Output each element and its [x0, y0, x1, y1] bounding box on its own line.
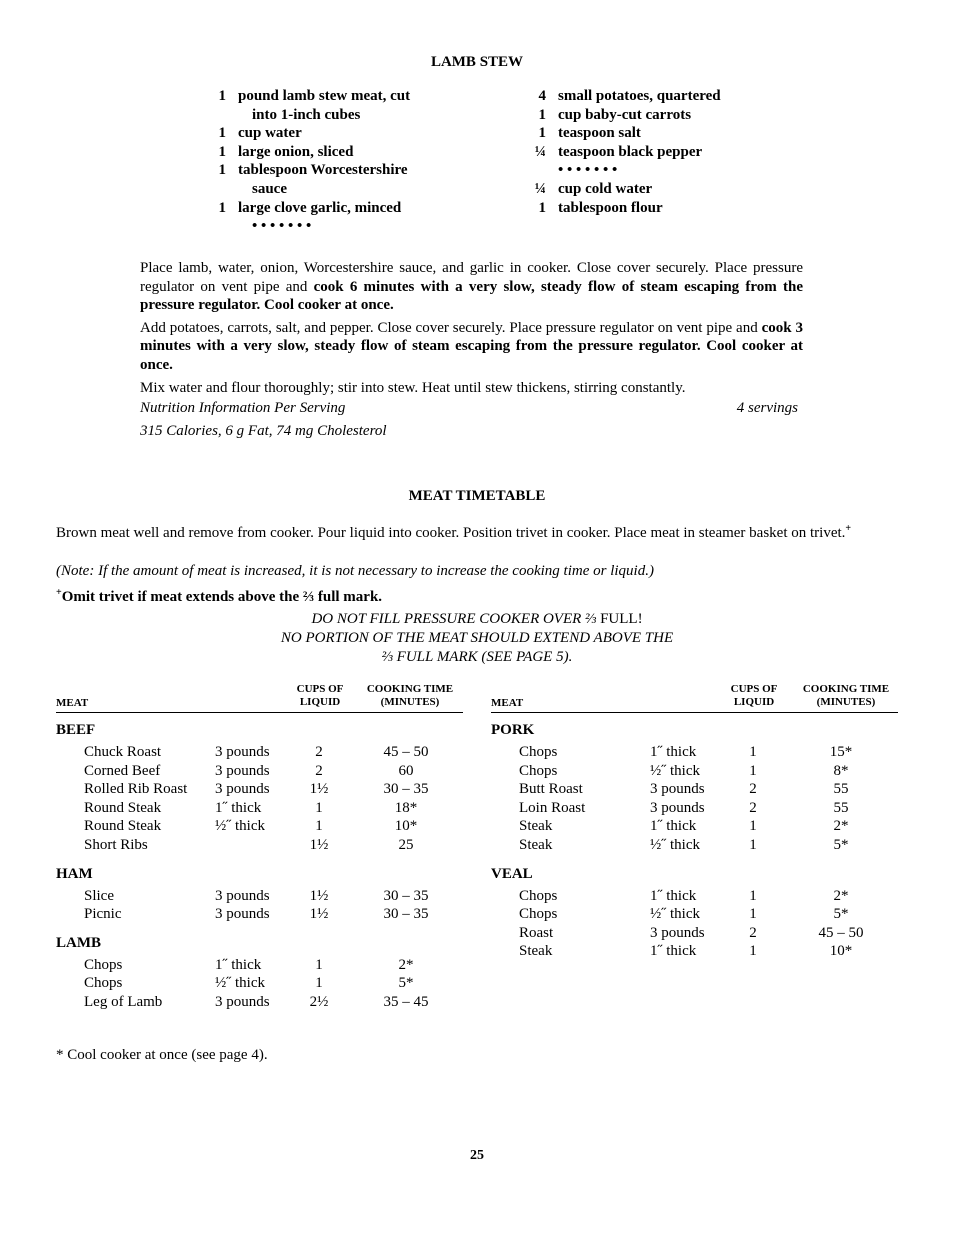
ingredient-qty: 1 — [218, 199, 226, 216]
cut-name: Slice — [84, 887, 114, 904]
ingredient-qty: ¼ — [534, 143, 546, 160]
ingredient-line — [530, 106, 830, 125]
ingredient-text: large clove garlic, minced — [238, 199, 402, 216]
ingredient-line — [530, 87, 830, 106]
cut-size: ½˝ thick — [650, 906, 700, 923]
ingredient-text: teaspoon black pepper — [558, 143, 703, 160]
ingredient-line — [210, 143, 510, 162]
cut-name: Leg of Lamb — [84, 993, 163, 1010]
ingredient-text: tablespoon Worcestershire — [238, 162, 408, 179]
table-row — [491, 836, 898, 855]
cut-size: 3 pounds — [215, 906, 270, 923]
cut-name: Short Ribs — [84, 836, 148, 853]
cut-size: 3 pounds — [650, 924, 705, 941]
table-row — [491, 887, 898, 906]
cut-size: ½˝ thick — [650, 836, 700, 853]
ingredient-qty: 4 — [538, 88, 546, 104]
table-row — [491, 817, 898, 836]
ingredient-line — [210, 106, 510, 125]
ingredient-line — [530, 161, 830, 180]
step-3: Mix water and flour thoroughly; stir into stew. Heat until stew thickens, stirring constantly. — [140, 379, 686, 396]
table-row — [56, 743, 463, 762]
cooking-time: 55 — [833, 799, 849, 816]
ingredient-qty: 1 — [218, 162, 226, 179]
header-meat: MEAT — [491, 697, 524, 709]
step-1: Place lamb, water, onion, Worcestershire sauce, and garlic in cooker. Close cover securely. Place pressure regulator on vent pipe and cook 6 minutes with a very slow, steady flow of steam escaping from the pressure regulator. Cool cooker at once. — [140, 260, 803, 314]
cut-size: 1˝ thick — [650, 744, 697, 760]
lamb-stew-directions — [140, 259, 803, 401]
header-time: COOKING TIME (MINUTES) — [802, 683, 890, 708]
ingredient-line — [210, 161, 510, 180]
cooking-time: 10* — [829, 943, 853, 960]
meat-category: HAM — [56, 865, 93, 882]
cut-name: Round Steak — [84, 818, 162, 835]
meat-category: LAMB — [56, 934, 101, 951]
ingredients-right — [530, 87, 830, 217]
warning-line-3: ⅔ FULL MARK (SEE PAGE 5). — [381, 649, 573, 665]
cups-liquid: 1 — [315, 799, 323, 816]
cooking-time: 15* — [829, 744, 853, 760]
ingredient-text: pound lamb stew meat, cut — [238, 88, 411, 104]
servings: 4 servings — [736, 400, 798, 416]
ingredient-text: into 1-inch cubes — [252, 106, 361, 123]
ingredient-line — [210, 124, 510, 143]
cut-name: Butt Roast — [519, 781, 583, 798]
ingredient-line — [210, 180, 510, 199]
cut-size: 1˝ thick — [215, 956, 262, 973]
right-timetable — [491, 717, 898, 961]
ingredient-line — [210, 217, 510, 236]
meat-category: PORK — [491, 722, 535, 738]
page-number: 25 — [470, 1148, 484, 1163]
cups-liquid: 1 — [315, 818, 323, 835]
cut-size: 3 pounds — [215, 744, 270, 760]
header-time: COOKING TIME (MINUTES) — [366, 683, 454, 708]
cups-liquid: 1 — [315, 956, 323, 973]
cooking-time: 8* — [833, 762, 849, 779]
cooking-time: 5* — [833, 906, 849, 923]
ingredient-line — [530, 143, 830, 162]
table-row — [491, 743, 898, 762]
cut-name: Corned Beef — [84, 762, 161, 779]
timetable-intro: Brown meat well and remove from cooker. Pour liquid into cooker. Position trivet in cooker. Place meat in steamer basket on trivet.+ — [56, 523, 852, 541]
table-row — [56, 817, 463, 836]
cut-name: Steak — [519, 836, 553, 853]
cooking-time: 45 – 50 — [818, 924, 864, 941]
cut-name: Chops — [519, 744, 558, 760]
cups-liquid: 2 — [749, 799, 757, 816]
header-cups: CUPS OF LIQUID — [296, 683, 344, 708]
cooking-time: 2* — [833, 887, 849, 904]
cooking-time: 5* — [398, 975, 414, 992]
cut-name: Rolled Rib Roast — [84, 781, 188, 798]
ingredient-text: • • • • • • • — [558, 162, 618, 179]
ingredient-text: small potatoes, quartered — [558, 88, 721, 104]
cut-size: 3 pounds — [215, 781, 270, 798]
cups-liquid: 1½ — [309, 906, 329, 923]
table-row — [491, 942, 898, 961]
cups-liquid: 1½ — [309, 887, 329, 904]
cooking-time: 30 – 35 — [383, 906, 429, 923]
cut-name: Chops — [519, 906, 558, 923]
cut-name: Chuck Roast — [84, 744, 162, 760]
lamb-stew-title: LAMB STEW — [430, 54, 524, 70]
trivet-note: +Omit trivet if meat extends above the ⅔ full mark. — [56, 587, 383, 605]
cooking-time: 2* — [833, 818, 849, 835]
ingredient-qty: 1 — [218, 143, 226, 160]
cut-name: Chops — [519, 887, 558, 904]
cooking-time: 60 — [398, 762, 414, 779]
cooking-time: 10* — [394, 818, 418, 835]
cut-size: ½˝ thick — [215, 975, 265, 992]
ingredient-qty: 1 — [538, 199, 546, 216]
ingredient-text: tablespoon flour — [558, 199, 663, 216]
cut-name: Loin Roast — [519, 799, 586, 816]
cut-size: 1˝ thick — [650, 943, 697, 960]
right-table-header — [491, 682, 898, 713]
nutrition-values: 315 Calories, 6 g Fat, 74 mg Cholesterol — [140, 423, 387, 439]
cut-name: Roast — [519, 924, 554, 941]
cut-name: Round Steak — [84, 799, 162, 816]
meat-category: VEAL — [491, 865, 533, 882]
ingredient-qty: ¼ — [534, 180, 546, 197]
ingredient-text: large onion, sliced — [238, 143, 354, 160]
ingredient-line — [530, 124, 830, 143]
table-row — [56, 762, 463, 781]
cut-name: Picnic — [84, 906, 122, 923]
footnote: * Cool cooker at once (see page 4). — [56, 1047, 268, 1063]
ingredient-text: cup water — [238, 125, 302, 142]
warning-block — [0, 610, 954, 667]
table-row — [491, 762, 898, 781]
table-row — [491, 799, 898, 818]
table-row — [491, 924, 898, 943]
cut-size: 1˝ thick — [215, 799, 262, 816]
table-row — [56, 836, 463, 855]
table-row — [56, 974, 463, 993]
cut-name: Chops — [84, 956, 123, 973]
cups-liquid: 1 — [749, 744, 757, 760]
cups-liquid: 1 — [749, 887, 757, 904]
cut-size: 3 pounds — [650, 781, 705, 798]
ingredient-text: sauce — [252, 180, 287, 197]
nutrition-label: Nutrition Information Per Serving — [140, 400, 346, 416]
ingredient-line — [530, 199, 830, 218]
cut-size: 3 pounds — [215, 993, 270, 1010]
ingredient-line — [530, 180, 830, 199]
cut-size: 3 pounds — [215, 887, 270, 904]
table-row — [56, 887, 463, 906]
cups-liquid: 2½ — [309, 993, 329, 1010]
ingredient-text: teaspoon salt — [558, 125, 641, 142]
header-meat: MEAT — [56, 697, 89, 709]
cups-liquid: 1½ — [309, 781, 329, 798]
cooking-time: 30 – 35 — [383, 781, 429, 798]
step-2: Add potatoes, carrots, salt, and pepper. Close cover securely. Place pressure regulator on vent pipe and cook 3 minutes with a very slow, steady flow of steam escaping from the pressure regulator. Cool cooker at once. — [140, 319, 803, 373]
warning-line-1: DO NOT FILL PRESSURE COOKER OVER ⅔ FULL! — [311, 611, 643, 627]
cooking-time: 30 – 35 — [383, 887, 429, 904]
cut-name: Steak — [519, 943, 553, 960]
table-row — [56, 780, 463, 799]
header-cups: CUPS OF LIQUID — [730, 683, 778, 708]
cooking-time: 5* — [833, 836, 849, 853]
warning-line-2: NO PORTION OF THE MEAT SHOULD EXTEND ABOVE THE — [280, 630, 674, 646]
cups-liquid: 2 — [749, 924, 757, 941]
ingredient-text: cup baby-cut carrots — [558, 106, 692, 123]
cups-liquid: 1 — [315, 975, 323, 992]
cut-size: 1˝ thick — [650, 818, 697, 835]
cooking-time: 18* — [394, 799, 418, 816]
ingredient-qty: 1 — [538, 125, 546, 142]
cooking-time: 55 — [833, 781, 849, 798]
cups-liquid: 2 — [315, 762, 323, 779]
cut-size: 1˝ thick — [650, 887, 697, 904]
cooking-time: 35 – 45 — [383, 993, 429, 1010]
table-row — [56, 905, 463, 924]
cooking-time: 25 — [398, 836, 414, 853]
ingredient-qty: 1 — [538, 106, 546, 123]
table-row — [491, 780, 898, 799]
cut-name: Chops — [84, 975, 123, 992]
ingredient-line — [210, 199, 510, 218]
left-timetable — [56, 717, 463, 1012]
table-row — [56, 993, 463, 1012]
cut-name: Steak — [519, 818, 553, 835]
cups-liquid: 1 — [749, 836, 757, 853]
cut-size: ½˝ thick — [650, 762, 700, 779]
table-row — [491, 905, 898, 924]
cut-size: 3 pounds — [650, 799, 705, 816]
cups-liquid: 1 — [749, 943, 757, 960]
ingredient-text: cup cold water — [558, 180, 653, 197]
ingredients-left — [210, 87, 510, 236]
cups-liquid: 2 — [749, 781, 757, 798]
cups-liquid: 1 — [749, 762, 757, 779]
cups-liquid: 2 — [315, 744, 323, 760]
cut-size: ½˝ thick — [215, 818, 265, 835]
cups-liquid: 1 — [749, 906, 757, 923]
cooking-time: 2* — [398, 956, 414, 973]
table-row — [56, 799, 463, 818]
cooking-time: 45 – 50 — [383, 744, 429, 760]
table-row — [56, 956, 463, 975]
cut-name: Chops — [519, 762, 558, 779]
cups-liquid: 1 — [749, 818, 757, 835]
timetable-note: (Note: If the amount of meat is increased, it is not necessary to increase the cooking time or liquid.) — [56, 563, 654, 579]
meat-timetable-title: MEAT TIMETABLE — [408, 488, 546, 504]
ingredient-line — [210, 87, 510, 106]
ingredient-qty: 1 — [218, 88, 226, 104]
cut-size: 3 pounds — [215, 762, 270, 779]
left-table-header — [56, 682, 463, 713]
ingredient-text: • • • • • • • — [252, 218, 312, 235]
ingredient-qty: 1 — [218, 125, 226, 142]
cups-liquid: 1½ — [309, 836, 329, 853]
meat-category: BEEF — [56, 722, 96, 738]
